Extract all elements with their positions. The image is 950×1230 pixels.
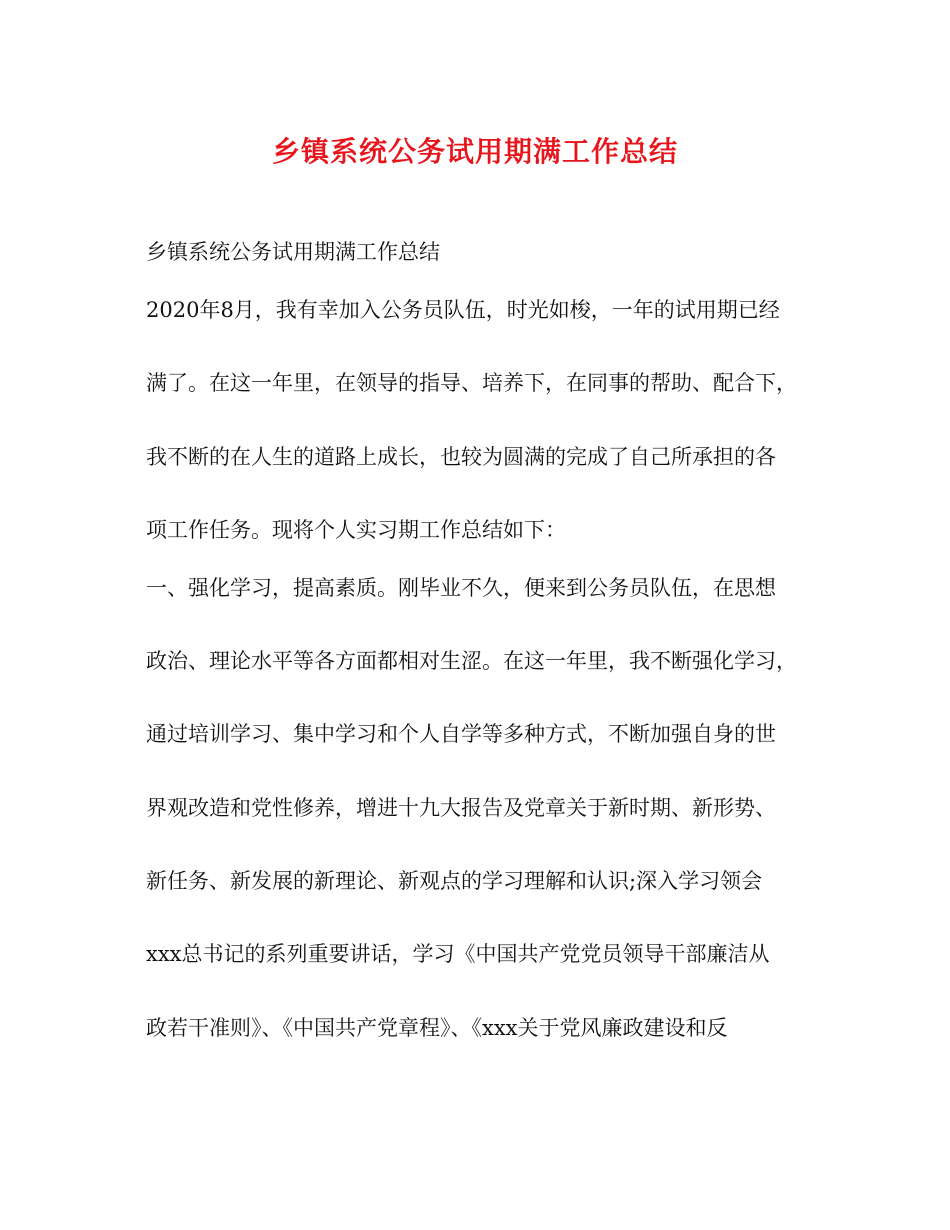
document-title: 乡镇系统公务试用期满工作总结 xyxy=(271,135,678,168)
body-line: 项工作任务。现将个人实习期工作总结如下： xyxy=(146,517,566,542)
body-line: 政治、理论水平等各方面都相对生涩。在这一年里，我不断强化学习， xyxy=(146,649,797,674)
body-line: 乡镇系统公务试用期满工作总结 xyxy=(146,240,440,264)
body-line: 政若干准则》、《中国共产党章程》、《xxx关于党风廉政建设和反 xyxy=(146,1015,728,1040)
body-line: 一、强化学习，提高素质。刚毕业不久，便来到公务员队伍，在思想 xyxy=(146,575,776,600)
body-line: 我不断的在人生的道路上成长，也较为圆满的完成了自己所承担的各 xyxy=(146,444,776,469)
document-body xyxy=(146,228,826,1077)
body-line: 2020年8月，我有幸加入公务员队伍，时光如梭，一年的试用期已经 xyxy=(146,298,780,322)
body-line: 满了。在这一年里，在领导的指导、培养下，在同事的帮助、配合下， xyxy=(146,371,797,396)
body-line: xxx总书记的系列重要讲话，学习《中国共产党党员领导干部廉洁从 xyxy=(146,942,770,967)
body-line: 通过培训学习、集中学习和个人自学等多种方式，不断加强自身的世 xyxy=(146,722,776,747)
body-line: 新任务、新发展的新理论、新观点的学习理解和认识;深入学习领会 xyxy=(146,869,763,894)
body-line: 界观改造和党性修养，增进十九大报告及党章关于新时期、新形势、 xyxy=(146,795,776,820)
